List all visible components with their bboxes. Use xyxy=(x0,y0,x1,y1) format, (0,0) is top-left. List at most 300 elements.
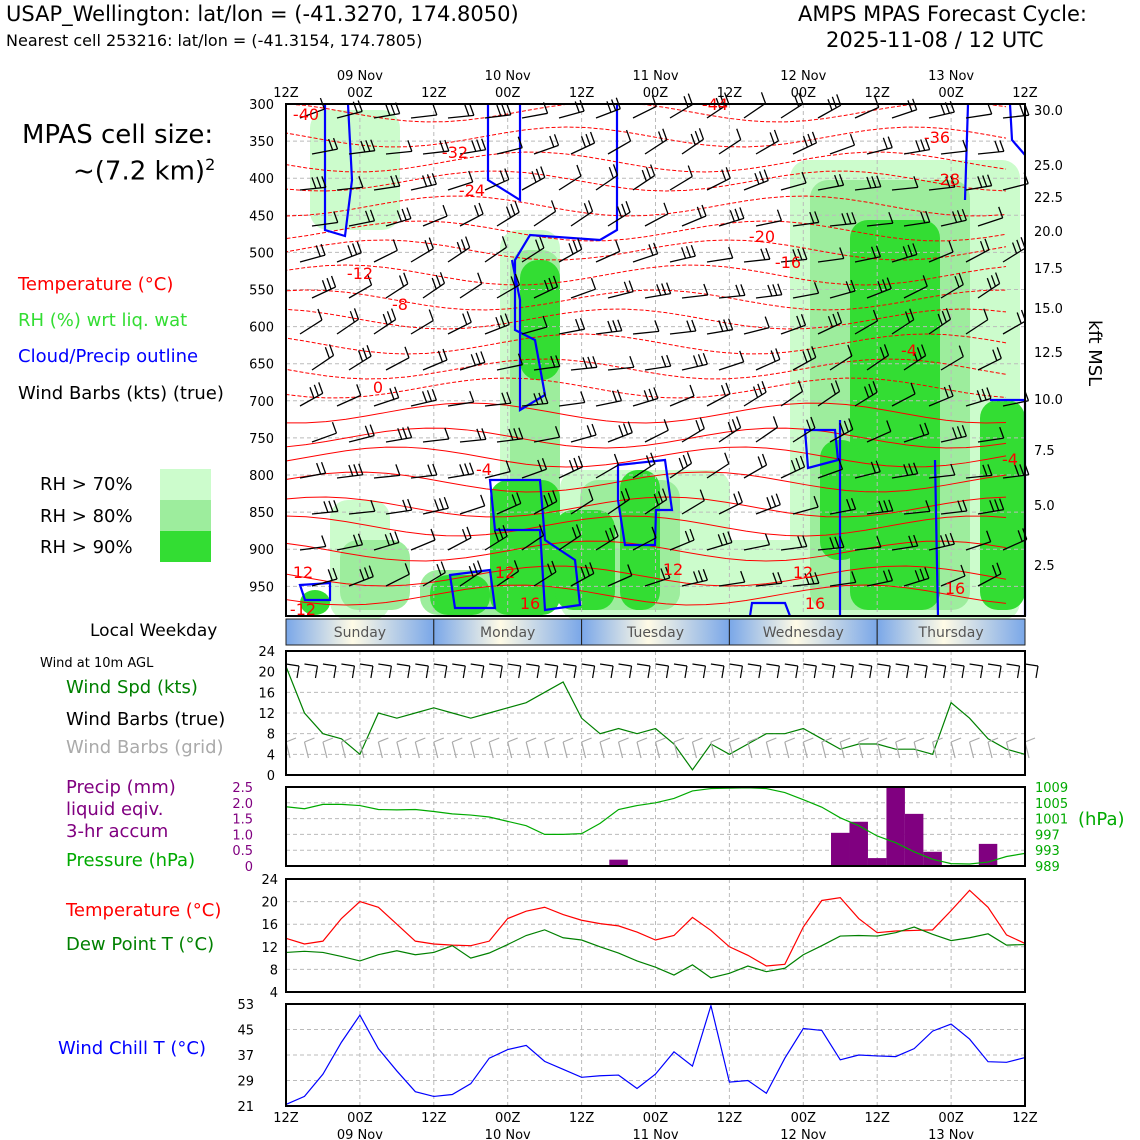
temp-contour-label-16: 12 xyxy=(792,563,814,582)
precip-bar-5 xyxy=(886,787,904,866)
sfc-barb-true-40 xyxy=(1025,664,1038,666)
top-time-tick-4: 12Z xyxy=(568,86,595,101)
sfc-barb-true-25 xyxy=(748,664,761,666)
sfc-barb-grid-flag-31 xyxy=(859,738,869,742)
chill-ytick-2: 37 xyxy=(237,1049,254,1064)
weekday-label-4: Thursday xyxy=(918,625,984,641)
sfc-barb-true-2 xyxy=(323,664,336,666)
chill-ytick-3: 45 xyxy=(237,1023,254,1039)
sfc-barb-grid-38 xyxy=(988,742,992,758)
wind-barb-121 xyxy=(448,311,471,334)
temp-contour-label-18: 16 xyxy=(804,594,826,613)
wind-barb-237 xyxy=(411,529,435,550)
bottom-time-tick-9: 00Z xyxy=(938,1111,964,1126)
wind-barb-12 xyxy=(744,92,765,118)
bottom-time-tick-4: 12Z xyxy=(568,1111,595,1126)
sfc-barb-grid-4 xyxy=(360,742,364,758)
sfc-barb-grid-10 xyxy=(471,742,475,758)
sfc-barb-grid-20 xyxy=(656,742,660,758)
bottom-time-tick-6: 12Z xyxy=(716,1111,743,1126)
pressure-label: Pressure (hPa) xyxy=(66,850,196,871)
sfc-barb-true-8 xyxy=(434,664,447,666)
wind-barb-168 xyxy=(744,381,766,406)
sfc-barb-true-0 xyxy=(286,664,299,666)
top-date-label-0: 09 Nov xyxy=(336,69,383,84)
pressure-tick-9: 750 xyxy=(249,431,274,447)
forecast-cycle: 2025-11-08 / 12 UTC xyxy=(826,28,1044,52)
wind-barb-120 xyxy=(411,310,433,334)
temp-contour-label-19: 16 xyxy=(944,579,966,598)
wind-barb-176 xyxy=(312,422,336,442)
bottom-time-tick-2: 12Z xyxy=(421,1111,447,1126)
legend-temperature: Temperature (°C) xyxy=(18,274,174,295)
sfc-barb-grid-26 xyxy=(766,742,770,758)
pressure-ytick-5: 1009 xyxy=(1035,781,1069,796)
wind-ytick-3: 12 xyxy=(258,707,275,722)
precip-accum-label: 3-hr accum xyxy=(66,821,169,842)
sfc-barb-grid-flag-5 xyxy=(378,738,388,742)
wind-barb-79 xyxy=(337,242,361,262)
pressure-tick-8: 700 xyxy=(249,394,274,410)
wind-barb-32 xyxy=(756,130,778,154)
sfc-barb-grid-flag-14 xyxy=(545,738,555,742)
legend-cloud: Cloud/Precip outline xyxy=(18,346,199,367)
cell-size-text: ~(7.2 km) xyxy=(73,156,206,187)
temp-contour-label-5: -12 xyxy=(346,264,374,283)
height-tick-7: 10.0 xyxy=(1034,393,1063,408)
wind-10m-label: Wind at 10m AGL xyxy=(40,656,154,671)
wind-barb-218 xyxy=(423,497,448,514)
temperature-label: Temperature (°C) xyxy=(66,900,222,921)
temp-contour-label-14: 12 xyxy=(494,563,516,582)
sfc-barb-grid-11 xyxy=(489,742,493,758)
temp-contour-label-21: -4 xyxy=(476,460,492,479)
wind-barb-18 xyxy=(966,103,992,118)
sfc-barb-grid-flag-9 xyxy=(452,738,462,742)
pressure-tick-3: 450 xyxy=(249,209,274,225)
precip-bar-2 xyxy=(831,833,849,866)
sfc-barb-true-24 xyxy=(729,664,742,666)
wind-ytick-0: 0 xyxy=(266,769,275,784)
sfc-barb-grid-17 xyxy=(600,742,604,758)
bottom-time-tick-7: 00Z xyxy=(790,1111,817,1126)
wind-ytick-2: 8 xyxy=(266,727,275,743)
precip-label: Precip (mm) xyxy=(66,777,176,798)
sfc-barb-true-15 xyxy=(563,664,576,666)
wind-barb-195 xyxy=(300,462,326,478)
sfc-barb-true-flag-11 xyxy=(500,666,502,678)
wind-barb-3 xyxy=(411,104,437,118)
sfc-barb-true-20 xyxy=(656,664,669,666)
sfc-barb-grid-flag-20 xyxy=(656,738,666,742)
sfc-barb-grid-flag-19 xyxy=(637,738,647,742)
sfc-barb-grid-flag-16 xyxy=(582,738,592,742)
wind-barb-238 xyxy=(448,527,471,550)
wind-barb-70 xyxy=(719,207,744,226)
sfc-barb-true-13 xyxy=(526,664,539,666)
wind-chill-label: Wind Chill T (°C) xyxy=(58,1038,206,1059)
sfc-barb-true-9 xyxy=(452,664,465,666)
height-tick-1: 25.0 xyxy=(1034,159,1063,174)
sfc-barb-grid-27 xyxy=(785,742,789,758)
sfc-barb-true-27 xyxy=(785,664,798,666)
wind-barb-234 xyxy=(300,535,326,550)
wind-barb-156 xyxy=(300,382,323,406)
wind-barb-198 xyxy=(411,464,437,478)
wind-barb-139 xyxy=(386,347,409,370)
sfc-barb-grid-flag-26 xyxy=(766,738,776,742)
temp-contour-label-6: -8 xyxy=(392,295,408,314)
wind-barb-183 xyxy=(571,424,596,442)
wind-barb-124 xyxy=(559,318,585,334)
sfc-barb-grid-flag-6 xyxy=(397,738,407,742)
sfc-barb-grid-flag-24 xyxy=(729,738,739,742)
wind-barb-7 xyxy=(559,100,584,118)
sfc-barb-true-31 xyxy=(859,664,872,666)
precip-ytick-2: 1.0 xyxy=(232,828,253,844)
sfc-barb-true-32 xyxy=(877,664,890,666)
wind-barb-85 xyxy=(559,238,582,262)
sfc-barb-true-flag-22 xyxy=(703,666,705,678)
top-time-tick-1: 00Z xyxy=(347,86,373,101)
sfc-barb-grid-flag-33 xyxy=(896,738,906,742)
temp-ytick-0: 4 xyxy=(269,986,278,1001)
kft-axis-label: kft MSL xyxy=(1084,320,1105,387)
wind-barb-137 xyxy=(312,344,334,370)
temp-contour-label-2: -24 xyxy=(458,181,486,200)
wind-barb-88 xyxy=(670,245,695,262)
wind-barb-46 xyxy=(559,165,581,190)
sfc-barb-grid-flag-27 xyxy=(785,738,795,742)
sfc-barb-true-22 xyxy=(692,664,705,666)
temp-contour-label-11: -36 xyxy=(923,128,951,147)
wind-barb-67 xyxy=(608,201,630,226)
wind-barb-179 xyxy=(423,428,449,442)
dewpoint-label: Dew Point T (°C) xyxy=(66,934,215,955)
rh80-label: RH > 80% xyxy=(40,506,133,527)
sfc-barb-true-26 xyxy=(766,664,779,666)
sfc-barb-grid-flag-30 xyxy=(840,738,850,742)
precip-ytick-3: 1.5 xyxy=(232,812,253,828)
sfc-barb-grid-flag-12 xyxy=(508,738,518,742)
bottom-date-label-2: 11 Nov xyxy=(632,1128,679,1140)
wind-barb-27 xyxy=(571,132,595,154)
wind-barb-98 xyxy=(312,276,336,298)
wind-barbs-true-label: Wind Barbs (true) xyxy=(66,709,226,730)
sfc-barb-true-flag-0 xyxy=(297,666,299,678)
bottom-date-label-3: 12 Nov xyxy=(780,1128,827,1140)
sfc-barb-true-38 xyxy=(988,664,1001,666)
sfc-barb-true-flag-8 xyxy=(445,666,447,678)
sfc-barb-grid-flag-32 xyxy=(877,738,887,742)
temp-contour-label-10: -44 xyxy=(701,95,729,114)
height-tick-9: 5.0 xyxy=(1034,499,1055,514)
weekday-label-1: Monday xyxy=(480,625,536,641)
pressure-ytick-2: 997 xyxy=(1035,828,1060,844)
top-date-label-2: 11 Nov xyxy=(632,69,679,84)
wind-ytick-4: 16 xyxy=(258,686,275,702)
sfc-barb-true-flag-19 xyxy=(648,666,650,678)
wind-barb-147 xyxy=(682,353,707,370)
sfc-barb-true-34 xyxy=(914,664,927,666)
wind-barb-34 xyxy=(830,134,854,154)
sfc-barb-true-19 xyxy=(637,664,650,666)
sfc-barb-grid-37 xyxy=(970,742,974,758)
sfc-barb-grid-3 xyxy=(341,742,345,758)
wind-barb-89 xyxy=(707,247,733,262)
chill-ytick-1: 29 xyxy=(237,1074,254,1090)
sfc-barb-true-6 xyxy=(397,664,410,666)
rh90-label: RH > 90% xyxy=(40,537,133,558)
sfc-barb-true-11 xyxy=(489,664,502,666)
wind-barb-108 xyxy=(682,284,708,298)
sfc-barb-grid-36 xyxy=(951,742,955,758)
height-tick-3: 20.0 xyxy=(1034,225,1063,240)
bottom-time-tick-5: 00Z xyxy=(642,1111,669,1126)
wind-barb-145 xyxy=(608,356,634,370)
pressure-ytick-0: 989 xyxy=(1035,860,1060,875)
wind-barb-35 xyxy=(867,137,892,154)
sfc-barb-grid-13 xyxy=(526,742,530,758)
sfc-barb-grid-14 xyxy=(545,742,549,758)
wind-barb-48 xyxy=(633,165,655,190)
wind-barb-28 xyxy=(608,130,631,154)
sfc-barb-true-29 xyxy=(822,664,835,666)
precip-liquid-label: liquid eqiv. xyxy=(66,799,164,820)
sfc-barb-true-35 xyxy=(933,664,946,666)
sfc-barb-true-39 xyxy=(1007,664,1020,666)
height-tick-4: 17.5 xyxy=(1034,262,1063,277)
temp-ytick-5: 24 xyxy=(261,873,278,888)
height-tick-8: 7.5 xyxy=(1034,444,1055,459)
cell-size-label: MPAS cell size: xyxy=(22,120,214,150)
hpa-axis-label: (hPa) xyxy=(1078,809,1125,830)
weekday-label-2: Tuesday xyxy=(627,625,684,641)
sfc-barb-true-37 xyxy=(970,664,983,666)
precip-bar-3 xyxy=(849,822,867,866)
pressure-tick-6: 600 xyxy=(249,320,274,336)
precip-ytick-1: 0.5 xyxy=(232,844,253,860)
sfc-barb-grid-19 xyxy=(637,742,641,758)
wind-barb-197 xyxy=(374,464,400,478)
sfc-barb-grid-9 xyxy=(452,742,456,758)
sfc-barb-grid-flag-39 xyxy=(1007,738,1017,742)
wind-barb-16 xyxy=(892,99,917,118)
wind-barb-148 xyxy=(719,351,744,370)
temp-ytick-4: 20 xyxy=(261,895,278,911)
bottom-time-tick-3: 00Z xyxy=(494,1111,521,1126)
local-weekday-label: Local Weekday xyxy=(90,621,218,641)
wind-barb-163 xyxy=(559,391,585,406)
wind-barb-184 xyxy=(608,422,632,442)
sfc-barb-grid-flag-21 xyxy=(674,738,684,742)
pressure-tick-5: 550 xyxy=(249,283,274,299)
sfc-barb-true-14 xyxy=(545,664,558,666)
pressure-tick-11: 850 xyxy=(249,506,274,522)
top-time-tick-8: 12Z xyxy=(864,86,890,101)
wind-ytick-5: 20 xyxy=(258,665,275,681)
wind-barb-109 xyxy=(719,284,745,298)
bottom-time-tick-8: 12Z xyxy=(864,1111,890,1126)
wind-barb-105 xyxy=(571,278,595,298)
pressure-tick-10: 800 xyxy=(249,469,274,485)
wind-barb-164 xyxy=(596,390,621,406)
temp-contour-label-12: -28 xyxy=(933,170,961,189)
temp-contour-label-8: 0 xyxy=(372,378,384,397)
temp-ytick-3: 16 xyxy=(261,918,278,934)
sfc-barb-grid-flag-1 xyxy=(304,738,314,742)
rh-shade-1-4 xyxy=(340,540,410,610)
sfc-barb-grid-5 xyxy=(378,742,382,758)
temp-contour-label-13: 12 xyxy=(292,563,314,582)
sfc-barb-true-5 xyxy=(378,664,391,666)
sfc-barb-grid-22 xyxy=(692,742,696,758)
bottom-time-tick-1: 00Z xyxy=(347,1111,373,1126)
wind-barb-159 xyxy=(411,389,436,406)
pressure-tick-4: 500 xyxy=(249,246,274,262)
wind-barb-129 xyxy=(744,317,769,334)
wind-barb-38 xyxy=(978,140,1004,154)
sfc-barb-true-36 xyxy=(951,664,964,666)
sfc-barb-true-flag-30 xyxy=(851,666,853,678)
sfc-barb-grid-flag-2 xyxy=(323,738,333,742)
temp-ytick-1: 8 xyxy=(269,963,278,979)
bottom-date-label-4: 13 Nov xyxy=(928,1128,975,1140)
precip-bar-6 xyxy=(905,814,923,866)
wind-barb-207 xyxy=(744,454,767,478)
sfc-barb-grid-12 xyxy=(508,742,512,758)
sfc-barb-grid-33 xyxy=(896,742,900,758)
weekday-label-3: Wednesday xyxy=(762,625,844,641)
sfc-barb-grid-flag-7 xyxy=(415,738,425,742)
wind-barb-199 xyxy=(448,463,474,478)
sfc-barb-grid-flag-18 xyxy=(619,738,629,742)
sfc-barb-true-33 xyxy=(896,664,909,666)
sfc-barb-grid-28 xyxy=(803,742,807,758)
model-title: AMPS MPAS Forecast Cycle: xyxy=(798,2,1087,26)
height-tick-10: 2.5 xyxy=(1034,559,1055,574)
wind-barb-126 xyxy=(633,320,659,334)
chill-ytick-0: 21 xyxy=(237,1100,254,1115)
chill-ytick-4: 53 xyxy=(237,998,254,1013)
sfc-barb-grid-flag-8 xyxy=(434,738,444,742)
sfc-barb-true-7 xyxy=(415,664,428,666)
sfc-barb-true-12 xyxy=(508,664,521,666)
top-time-tick-6: 12Z xyxy=(716,86,743,101)
wind-barb-51 xyxy=(744,170,768,190)
sfc-barb-grid-flag-13 xyxy=(526,738,536,742)
bottom-date-label-1: 10 Nov xyxy=(484,1128,531,1140)
sfc-barb-grid-23 xyxy=(711,742,715,758)
sfc-barb-true-23 xyxy=(711,664,724,666)
wind-barb-26 xyxy=(534,134,559,154)
wind-ytick-1: 4 xyxy=(266,748,275,764)
height-tick-6: 12.5 xyxy=(1034,346,1063,361)
wind-barb-196 xyxy=(337,464,363,478)
legend-barbs: Wind Barbs (kts) (true) xyxy=(18,383,224,404)
sfc-barb-grid-flag-0 xyxy=(286,738,296,742)
pressure-tick-1: 350 xyxy=(249,135,274,151)
wind-barb-14 xyxy=(818,94,841,118)
wind-barb-78 xyxy=(300,244,325,262)
sfc-barb-grid-25 xyxy=(748,742,752,758)
sfc-barb-true-16 xyxy=(582,664,595,666)
sfc-barb-grid-6 xyxy=(397,742,401,758)
rh-shade-2-4 xyxy=(850,220,940,610)
sfc-barb-true-flag-33 xyxy=(907,666,909,678)
temp-contour-label-3: -20 xyxy=(748,227,776,246)
cell-size-exponent: 2 xyxy=(205,155,216,174)
precip-ytick-5: 2.5 xyxy=(232,781,253,796)
bottom-time-tick-0: 12Z xyxy=(273,1111,299,1126)
wind-barb-166 xyxy=(670,385,694,406)
sfc-barb-true-3 xyxy=(341,664,354,666)
sfc-barb-grid-21 xyxy=(674,742,678,758)
wind-barb-90 xyxy=(744,248,770,262)
wind-ytick-6: 24 xyxy=(258,645,275,660)
station-title: USAP_Wellington: lat/lon = (-41.3270, 174.8050) xyxy=(6,2,519,26)
sfc-barb-true-21 xyxy=(674,664,687,666)
top-time-tick-3: 00Z xyxy=(494,86,521,101)
wind-barb-82 xyxy=(448,237,470,262)
sfc-barb-grid-24 xyxy=(729,742,733,758)
temp-contour-label-0: -40 xyxy=(292,105,320,124)
legend-rh: RH (%) wrt liq. wat xyxy=(18,310,188,331)
wind-speed-label: Wind Spd (kts) xyxy=(66,677,198,698)
top-time-tick-2: 12Z xyxy=(421,86,447,101)
wind-barb-4 xyxy=(448,104,474,118)
pressure-ytick-1: 993 xyxy=(1035,844,1060,860)
precip-ytick-4: 2.0 xyxy=(232,796,253,812)
pressure-ytick-3: 1001 xyxy=(1035,812,1069,828)
sfc-barb-grid-7 xyxy=(415,742,419,758)
precip-ytick-0: 0 xyxy=(244,860,253,875)
sfc-barb-grid-15 xyxy=(563,742,567,758)
sfc-barb-grid-flag-10 xyxy=(471,738,481,742)
wind-barb-146 xyxy=(645,355,671,370)
sfc-barb-grid-29 xyxy=(822,742,826,758)
nearest-cell-line: Nearest cell 253216: lat/lon = (-41.3154, 174.7805) xyxy=(6,31,423,50)
wind-barb-65 xyxy=(534,200,556,226)
sfc-barb-true-28 xyxy=(803,664,816,666)
temp-contour-label-7: -4 xyxy=(901,341,917,360)
sfc-barb-grid-2 xyxy=(323,742,327,758)
sfc-barb-true-flag-25 xyxy=(759,666,761,678)
pressure-ytick-4: 1005 xyxy=(1035,796,1069,812)
sfc-barb-grid-flag-37 xyxy=(970,738,980,742)
temp-contour-label-9: -4 xyxy=(1002,450,1018,469)
top-time-tick-10: 12Z xyxy=(1012,86,1038,101)
pressure-tick-7: 650 xyxy=(249,357,274,373)
top-date-label-4: 13 Nov xyxy=(928,69,975,84)
sfc-barb-grid-flag-4 xyxy=(360,738,370,742)
sfc-barb-grid-30 xyxy=(840,742,844,758)
weekday-label-0: Sunday xyxy=(333,625,387,641)
height-tick-5: 15.0 xyxy=(1034,302,1063,317)
sfc-barb-grid-flag-34 xyxy=(914,738,924,742)
bottom-time-tick-10: 12Z xyxy=(1012,1111,1038,1126)
sfc-barb-grid-flag-23 xyxy=(711,738,721,742)
pressure-tick-13: 950 xyxy=(249,580,274,596)
pressure-tick-12: 900 xyxy=(249,543,274,559)
sfc-barb-true-1 xyxy=(304,664,317,666)
sfc-barb-true-17 xyxy=(600,664,613,666)
wind-barb-110 xyxy=(756,284,782,298)
wind-barb-157 xyxy=(337,384,361,406)
sfc-barb-grid-18 xyxy=(619,742,623,758)
temp-contour-label-20: -12 xyxy=(289,600,317,619)
wind-barbs-grid-label: Wind Barbs (grid) xyxy=(66,737,224,758)
